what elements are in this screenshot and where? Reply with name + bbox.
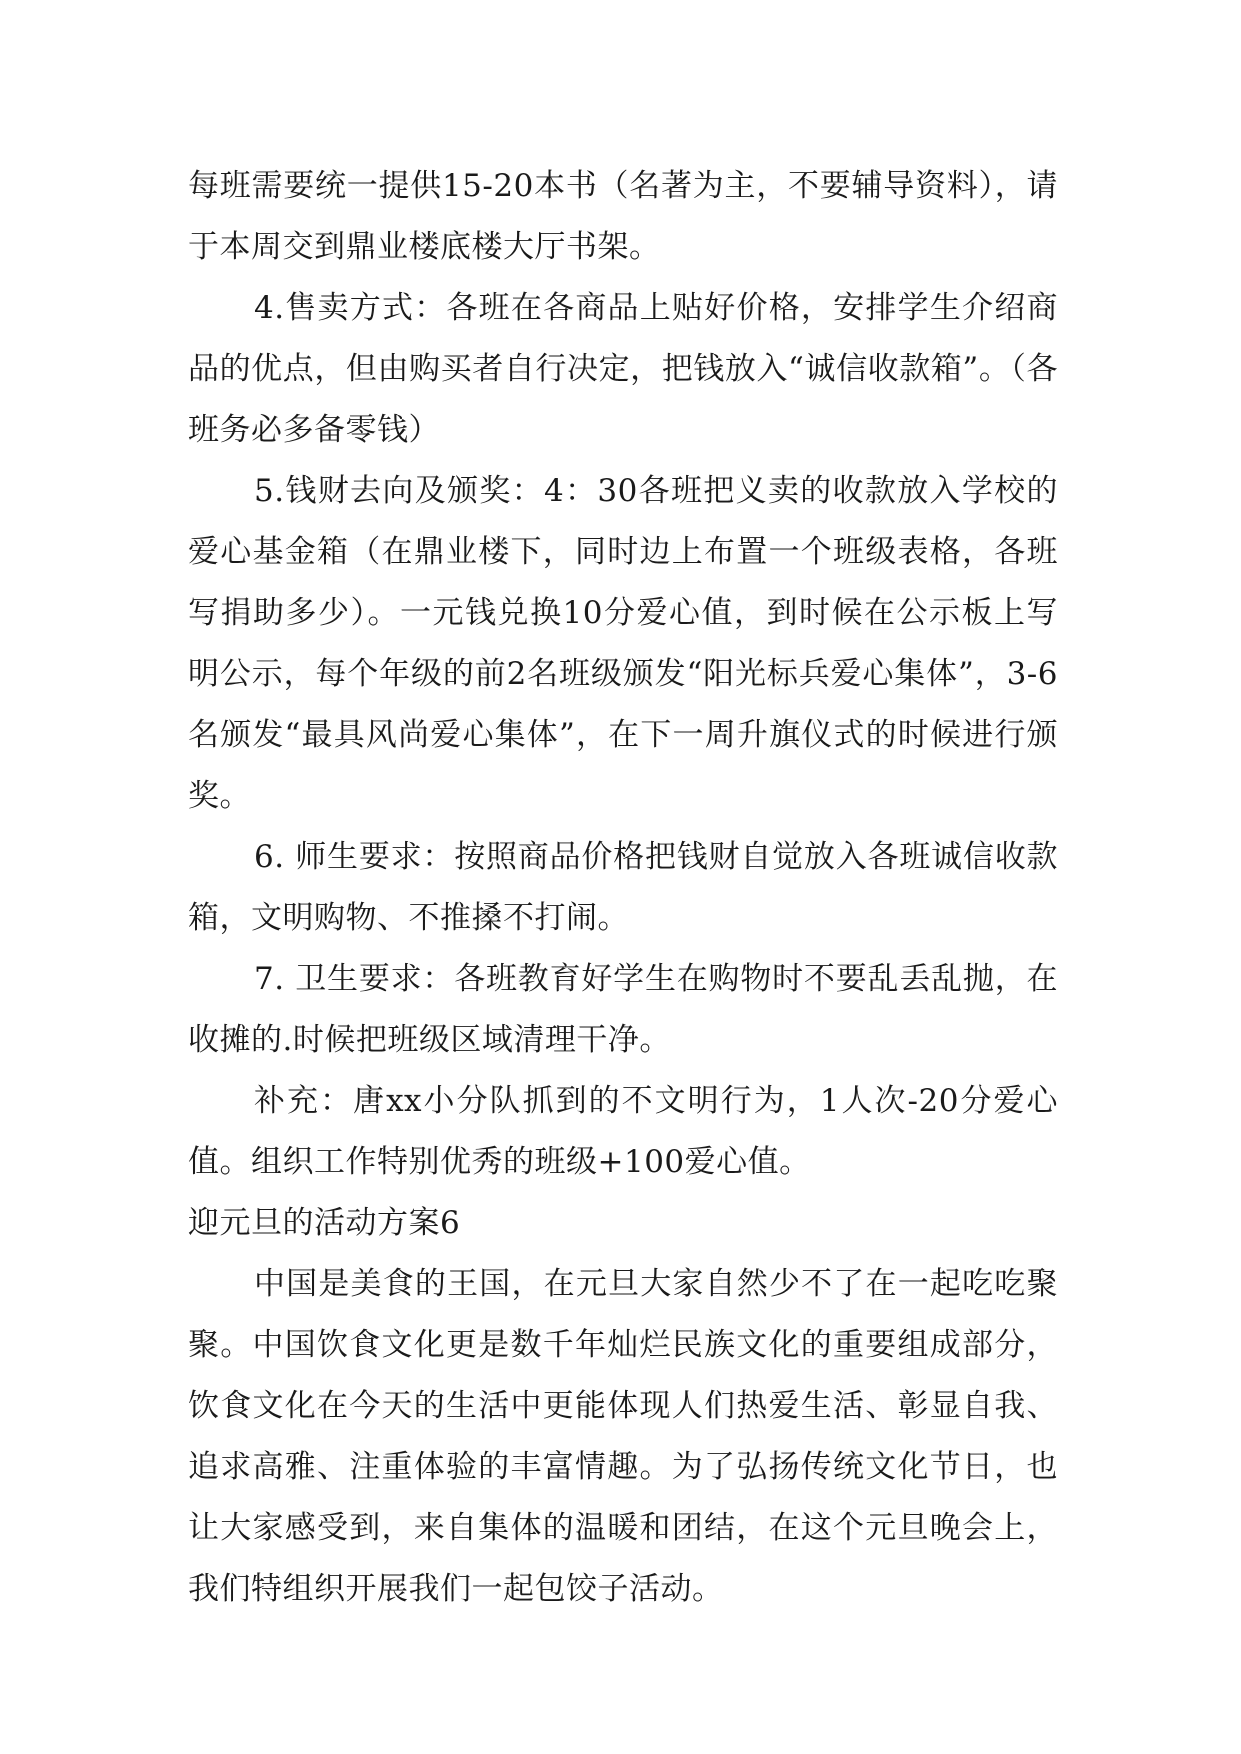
section-title: 迎元旦的活动方案6 — [188, 1205, 461, 1241]
document-body — [188, 156, 1058, 1620]
paragraph-books: 每班需要统一提供15-20本书（名著为主，不要辅导资料），请于本周交到鼎业楼底楼大厅书架。 — [188, 168, 1058, 265]
paragraph-money-awards: 5.钱财去向及颁奖：4：30各班把义卖的收款放入学校的爱心基金箱（在鼎业楼下，同时边上布置一个班级表格，各班写捐助多少）。一元钱兑换10分爱心值，到时候在公示板上写明公示，每个年级的前2名班级颁发“阳光标兵爱心集体”，3-6名颁发“最具风尚爱心集体”，在下一周升旗仪式的时候进行颁奖。 — [188, 473, 1058, 814]
paragraph-teacher-student-requirements: 6. 师生要求：按照商品价格把钱财自觉放入各班诚信收款箱，文明购物、不推搡不打闹。 — [188, 839, 1058, 936]
paragraph-section-intro: 中国是美食的王国，在元旦大家自然少不了在一起吃吃聚聚。中国饮食文化更是数千年灿烂民族文化的重要组成部分，饮食文化在今天的生活中更能体现人们热爱生活、彰显自我、追求高雅、注重体验的丰富情趣。为了弘扬传统文化节日，也让大家感受到，来自集体的温暖和团结，在这个元旦晚会上，我们特组织开展我们一起包饺子活动。 — [188, 1266, 1058, 1607]
paragraph-sales-method: 4.售卖方式：各班在各商品上贴好价格，安排学生介绍商品的优点，但由购买者自行决定，把钱放入“诚信收款箱”。（各班务必多备零钱） — [188, 290, 1058, 448]
paragraph-hygiene-requirements: 7. 卫生要求：各班教育好学生在购物时不要乱丢乱抛，在收摊的.时候把班级区域清理干净。 — [188, 961, 1058, 1058]
paragraph-supplement: 补充：唐xx小分队抓到的不文明行为，1人次-20分爱心值。组织工作特别优秀的班级+100爱心值。 — [188, 1083, 1058, 1180]
